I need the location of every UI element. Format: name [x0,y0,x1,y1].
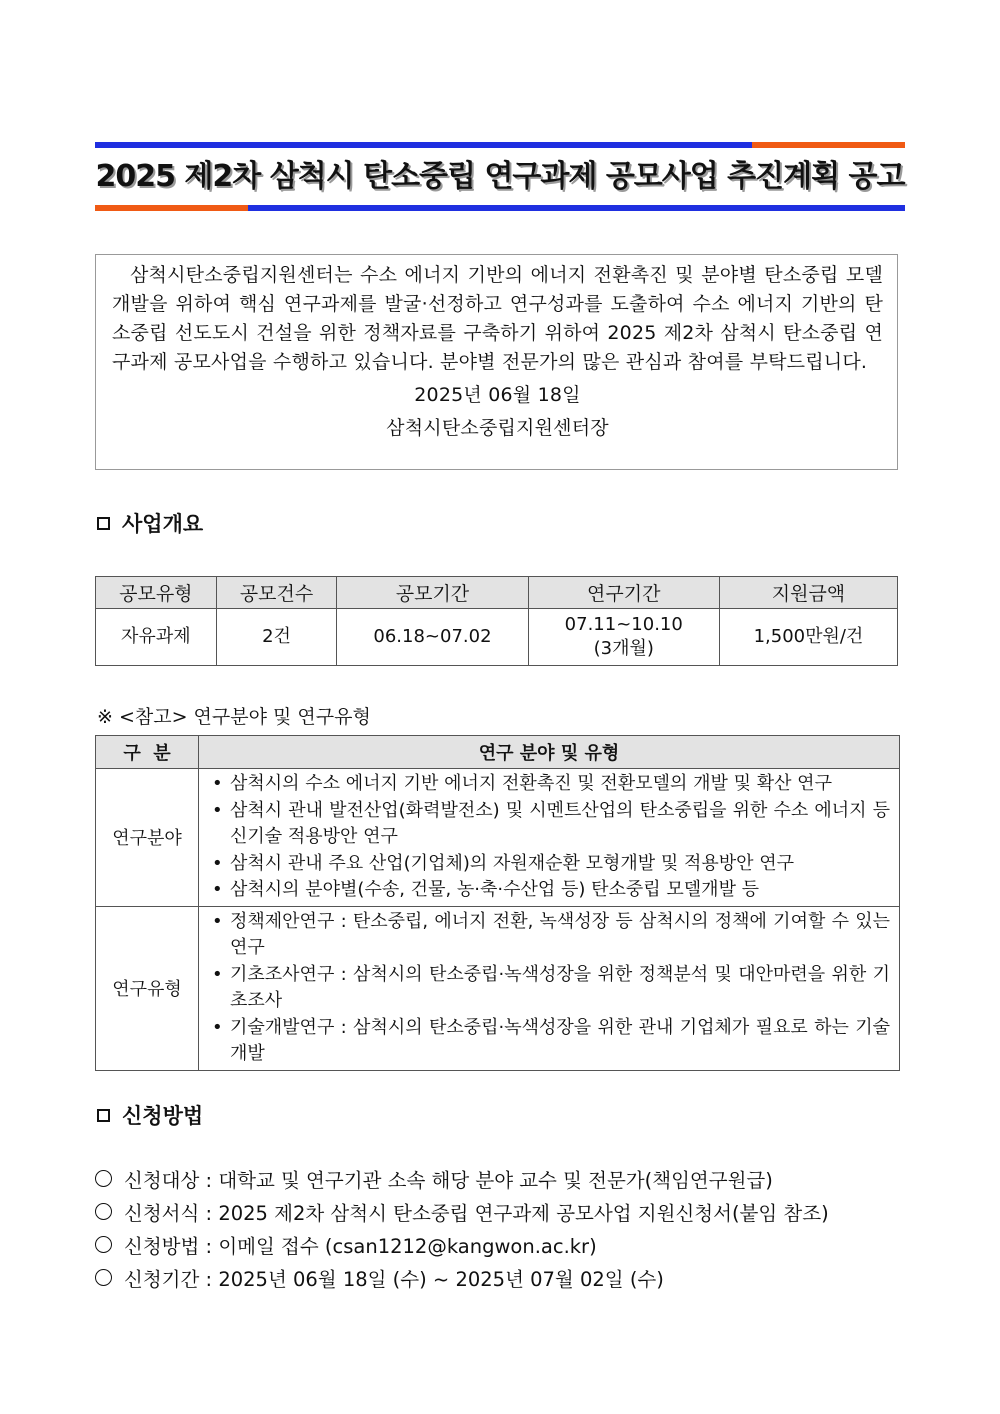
table-header: 지원금액 [719,577,897,609]
bullet-list [200,908,898,1069]
section-heading-apply [97,1100,203,1130]
list-item: • 삼척시의 분야별(수송, 건물, 농·축·수산업 등) 탄소중립 모델개발 등 [230,877,890,904]
table-header: 공모유형 [96,577,217,609]
list-item [95,1162,829,1195]
table-row [96,906,900,1070]
table-header-row [96,736,900,769]
title-rule-top-blue [95,142,752,148]
cell-count: 2건 [216,609,337,666]
apply-item-text: 신청기간 : 2025년 06월 18일 (수) ~ 2025년 07월 02일 (수) [124,1267,664,1291]
apply-heading: 신청방법 [122,1104,204,1128]
checkbox-square-icon [97,1109,110,1122]
research-period-dates: 07.11~10.10 [564,614,683,635]
section-heading-overview [97,508,203,538]
intro-date: 2025년 06월 18일 [414,384,581,406]
checkbox-square-icon [97,517,110,530]
bullet-list [200,770,898,905]
circle-bullet-icon [95,1203,112,1220]
row-content [199,906,900,1070]
overview-table [95,576,898,666]
table-row [96,769,900,907]
apply-item-text: 신청대상 : 대학교 및 연구기관 소속 해당 분야 교수 및 전문가(책임연구원급) [124,1168,773,1192]
apply-item-text: 신청서식 : 2025 제2차 삼척시 탄소중립 연구과제 공모사업 지원신청서(붙임 참조) [124,1201,829,1225]
table-header: 공모기간 [337,577,528,609]
row-label: 연구유형 [96,906,199,1070]
cell-amount: 1,500만원/건 [719,609,897,666]
list-item: • 기초조사연구 : 삼척시의 탄소중립·녹색성장을 위한 정책분석 및 대안마련을 위한 기초조사 [230,962,890,1015]
circle-bullet-icon [95,1269,112,1286]
circle-bullet-icon [95,1170,112,1187]
table-header: 구 분 [96,736,199,769]
cell-period: 06.18~07.02 [337,609,528,666]
list-item [95,1228,829,1261]
list-item: • 정책제안연구 : 탄소중립, 에너지 전환, 녹색성장 등 삼척시의 정책에 기여할 수 있는 연구 [230,909,890,962]
table-header: 연구 분야 및 유형 [199,736,900,769]
intro-body: 삼척시탄소중립지원센터는 수소 에너지 기반의 에너지 전환촉진 및 분야별 탄소중립 모델개발을 위하여 핵심 연구과제를 발굴·선정하고 연구성과를 도출하여 수소 에너지 기반의 탄소중립 선도도시 건설을 위한 정책자료를 구축하기 위하여 2025 제2차 삼척시 탄소중립 연구과제 공모사업을 수행하고 있습니다. 분야별 전문가의 많은 관심과 참여를 부탁드립니다. [112,264,883,373]
circle-bullet-icon [95,1236,112,1253]
page-title: 2025 제2차 삼척시 탄소중립 연구과제 공모사업 추진계획 공고 [95,159,905,194]
overview-heading: 사업개요 [122,512,204,536]
title-rule-bottom-blue [248,205,905,211]
list-item: • 삼척시 관내 발전산업(화력발전소) 및 시멘트산업의 탄소중립을 위한 수소 에너지 등 신기술 적용방안 연구 [230,798,890,851]
intro-box [95,254,898,470]
title-rule-bottom-orange [95,205,248,211]
research-table [95,735,900,1071]
cell-research-period [528,609,719,666]
list-item: • 삼척시의 수소 에너지 기반 에너지 전환촉진 및 전환모델의 개발 및 확산 연구 [230,771,890,798]
table-header: 공모건수 [216,577,337,609]
table-header-row [96,577,898,609]
list-item: • 삼척시 관내 주요 산업(기업체)의 자원재순환 모형개발 및 적용방안 연구 [230,851,890,878]
list-item [95,1261,829,1294]
row-content [199,769,900,907]
cell-type: 자유과제 [96,609,217,666]
reference-note: ※ <참고> 연구분야 및 연구유형 [97,706,371,728]
apply-list [95,1162,829,1294]
table-row [96,609,898,666]
row-label: 연구분야 [96,769,199,907]
list-item: • 기술개발연구 : 삼척시의 탄소중립·녹색성장을 위한 관내 기업체가 필요로 하는 기술개발 [230,1015,890,1068]
list-item [95,1195,829,1228]
research-period-months: (3개월) [593,638,654,659]
apply-item-text[interactable]: 신청방법 : 이메일 접수 (csan1212@kangwon.ac.kr) [124,1234,597,1258]
title-rule-top-orange [752,142,905,148]
intro-signature: 삼척시탄소중립지원센터장 [386,417,609,439]
table-header: 연구기간 [528,577,719,609]
